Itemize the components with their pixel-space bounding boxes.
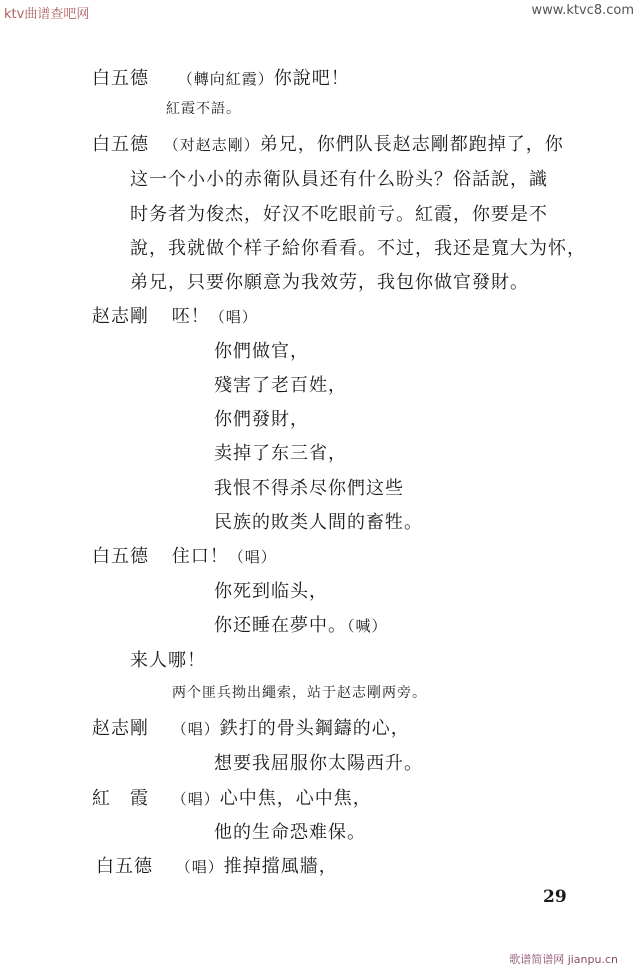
dialogue-text: 弟兄，你們队長赵志剛都跑掉了，你 <box>259 134 564 155</box>
dialogue-text: 住口！ <box>171 546 229 567</box>
stage-direction: （轉向紅霞） <box>177 70 274 88</box>
script-line <box>92 784 372 810</box>
stage-direction: （唱） <box>175 858 224 876</box>
dialogue-text: 心中焦，心中焦， <box>219 788 372 809</box>
dialogue-text: 你說吧！ <box>273 68 350 89</box>
speaker-name: 白五德 <box>92 134 149 155</box>
lyric-text: 殘害了老百姓， <box>214 375 347 396</box>
lyric-line <box>214 474 404 500</box>
script-line <box>92 302 258 328</box>
lyric-line <box>214 439 347 465</box>
watermark-bottom-right: 歌谱简谱网 jianpu.cn <box>509 953 618 966</box>
stage-direction: （唱） <box>228 548 277 566</box>
dialogue-line <box>130 200 548 226</box>
dialogue-line <box>130 165 548 191</box>
lyric-line <box>214 405 309 431</box>
speaker-name: 紅 霞 <box>92 788 149 809</box>
stage-direction-line <box>166 98 241 118</box>
dialogue-text: 来人哪！ <box>130 650 206 671</box>
dialogue-text: 这一个小小的赤衛队員还有什么盼头？俗話說，識 <box>130 169 548 190</box>
lyric-line <box>214 818 366 844</box>
lyric-line <box>214 337 309 363</box>
dialogue-text: 时务者为俊杰，好汉不吃眼前亏。紅霞，你要是不 <box>130 204 548 225</box>
dialogue-text: 說，我就做个样子給你看看。不过，我还是寬大为怀， <box>130 238 586 259</box>
lyric-line <box>214 371 347 397</box>
dialogue-line <box>130 646 206 672</box>
lyric-text: 我恨不得杀尽你們这些 <box>214 478 404 499</box>
script-line <box>92 542 277 568</box>
script-line <box>92 130 564 156</box>
stage-direction: 两个匪兵拗出繩索，站于赵志剛两旁。 <box>172 685 427 701</box>
dialogue-text: 呸！ <box>171 306 210 327</box>
lyric-text: 你死到临头， <box>214 581 328 602</box>
lyric-text: 他的生命恐难保。 <box>214 822 366 843</box>
speaker-name: 白五德 <box>96 856 153 877</box>
page-number: 29 <box>543 887 567 907</box>
watermark-top-left: ktv曲谱查吧网 <box>4 7 90 22</box>
lyric-line <box>214 577 328 603</box>
lyric-text: 卖掉了东三省， <box>214 443 347 464</box>
script-line <box>92 714 410 740</box>
lyric-text: 想要我屈服你太陽西升。 <box>214 753 423 774</box>
watermark-top-right: www.ktvc8.com <box>531 3 634 18</box>
stage-direction-line <box>172 682 427 702</box>
speaker-name: 赵志剛 <box>92 306 149 327</box>
speaker-name: 赵志剛 <box>92 718 149 739</box>
lyric-text: 你們發財， <box>214 409 309 430</box>
lyric-text: 你还睡在夢中。 <box>214 615 347 636</box>
lyric-line <box>214 749 423 775</box>
stage-direction: （对赵志剛） <box>163 136 260 154</box>
stage-direction: （唱） <box>171 720 220 738</box>
script-line <box>92 64 350 90</box>
speaker-name: 白五德 <box>92 546 149 567</box>
lyric-text: 你們做官， <box>214 341 309 362</box>
speaker-name: 白五德 <box>92 68 149 89</box>
dialogue-line <box>130 268 529 294</box>
stage-direction: 紅霞不語。 <box>166 101 241 117</box>
stage-direction: （唱） <box>209 308 258 326</box>
lyric-line <box>214 508 423 534</box>
dialogue-text: 鉄打的骨头鋼鑄的心， <box>219 718 410 739</box>
script-line <box>96 852 338 878</box>
lyric-line <box>214 611 388 637</box>
stage-direction: （喊） <box>347 617 388 635</box>
lyric-text: 民族的敗类人間的畜牲。 <box>214 512 423 533</box>
dialogue-text: 推掉擋風牆， <box>223 856 338 877</box>
dialogue-line <box>130 234 586 260</box>
dialogue-text: 弟兄，只要你願意为我效劳，我包你做官發財。 <box>130 272 529 293</box>
stage-direction: （唱） <box>171 790 220 808</box>
